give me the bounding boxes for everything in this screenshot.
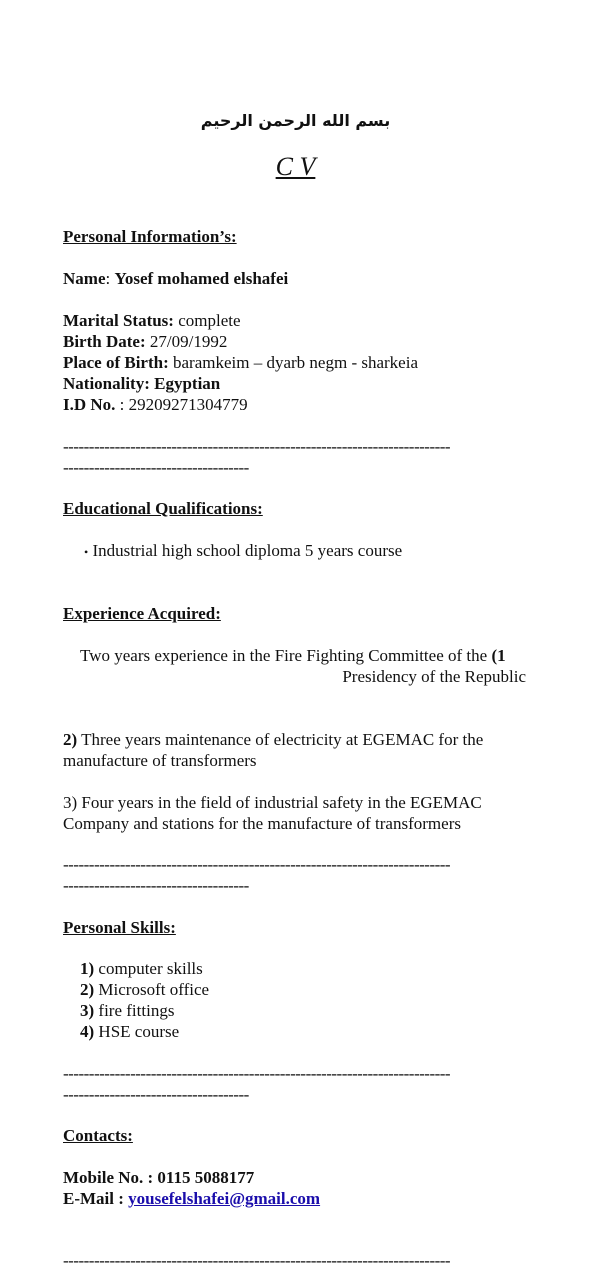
name-separator: : — [105, 269, 115, 288]
name-line — [63, 268, 288, 289]
experience-item-3-line-2: Company and stations for the manufacture of transformers — [63, 814, 461, 833]
education-heading: Educational Qualifications: — [63, 499, 263, 518]
experience-item-1-number: (1 — [491, 646, 506, 665]
skill-text: HSE course — [94, 1022, 180, 1041]
birth-date-value: 27/09/1992 — [145, 332, 228, 351]
separator-line: --------------------------------------------------------------------------- — [63, 437, 451, 456]
name-label: Name — [63, 269, 106, 288]
cv-title: C V — [275, 152, 316, 181]
place-of-birth-line — [63, 352, 418, 373]
marital-status-label: Marital Status: — [63, 311, 174, 330]
separator-line-continued: ------------------------------------ — [63, 1085, 249, 1104]
experience-item-1-line-2: Presidency of the Republic — [342, 667, 526, 686]
bullet-icon: • — [84, 545, 89, 559]
id-number-label: I.D No. — [63, 395, 116, 414]
separator-line-continued: ------------------------------------ — [63, 876, 249, 895]
skill-item — [80, 979, 209, 1000]
skill-text: fire fittings — [94, 1001, 175, 1020]
experience-item-2-line-2: manufacture of transformers — [63, 751, 257, 770]
skills-heading: Personal Skills: — [63, 918, 176, 937]
marital-status-line — [63, 310, 241, 331]
personal-info-heading: Personal Information’s: — [63, 227, 237, 246]
email-label: E-Mail : — [63, 1189, 129, 1208]
skill-item — [80, 958, 203, 979]
birth-date-label: Birth Date: — [63, 332, 146, 351]
id-number-line — [63, 394, 248, 415]
skill-number: 2) — [80, 980, 95, 999]
experience-item-3-line-1: 3) Four years in the field of industrial safety in the EGEMAC — [63, 793, 482, 812]
separator-line: --------------------------------------------------------------------------- — [63, 1251, 451, 1270]
contacts-heading: Contacts: — [63, 1126, 133, 1145]
separator-line: --------------------------------------------------------------------------- — [63, 1064, 451, 1083]
basmala-header: بسم الله الرحمن الرحيم — [200, 111, 391, 130]
education-item-text: Industrial high school diploma 5 years course — [92, 541, 403, 560]
mobile-number: Mobile No. : 0115 5088177 — [63, 1168, 255, 1187]
experience-item-2-text: Three years maintenance of electricity at EGEMAC for the — [77, 730, 484, 749]
experience-heading: Experience Acquired: — [63, 604, 221, 623]
skill-item — [80, 1021, 179, 1042]
nationality-line: Nationality: Egyptian — [63, 374, 221, 393]
experience-item-2-number: 2) — [63, 730, 78, 749]
id-number-value: : 29209271304779 — [115, 395, 248, 414]
birth-date-line — [63, 331, 227, 352]
skill-text: Microsoft office — [94, 980, 210, 999]
place-of-birth-label: Place of Birth: — [63, 353, 169, 372]
email-line — [63, 1188, 320, 1209]
place-of-birth-value: baramkeim – dyarb negm - sharkeia — [168, 353, 418, 372]
experience-item-1-text: Two years experience in the Fire Fighting Committee of the — [80, 646, 492, 665]
experience-item-1-line-1 — [80, 645, 506, 666]
name-value: Yosef mohamed elshafei — [114, 269, 289, 288]
experience-item-2-line-1 — [63, 729, 483, 750]
education-list-item — [84, 540, 402, 563]
skill-item — [80, 1000, 174, 1021]
separator-line-continued: ------------------------------------ — [63, 458, 249, 477]
skill-number: 3) — [80, 1001, 95, 1020]
skill-text: computer skills — [94, 959, 203, 978]
separator-line: --------------------------------------------------------------------------- — [63, 855, 451, 874]
marital-status-value: complete — [173, 311, 241, 330]
email-link[interactable]: yousefelshafei@gmail.com — [128, 1189, 321, 1208]
skill-number: 4) — [80, 1022, 95, 1041]
skill-number: 1) — [80, 959, 95, 978]
